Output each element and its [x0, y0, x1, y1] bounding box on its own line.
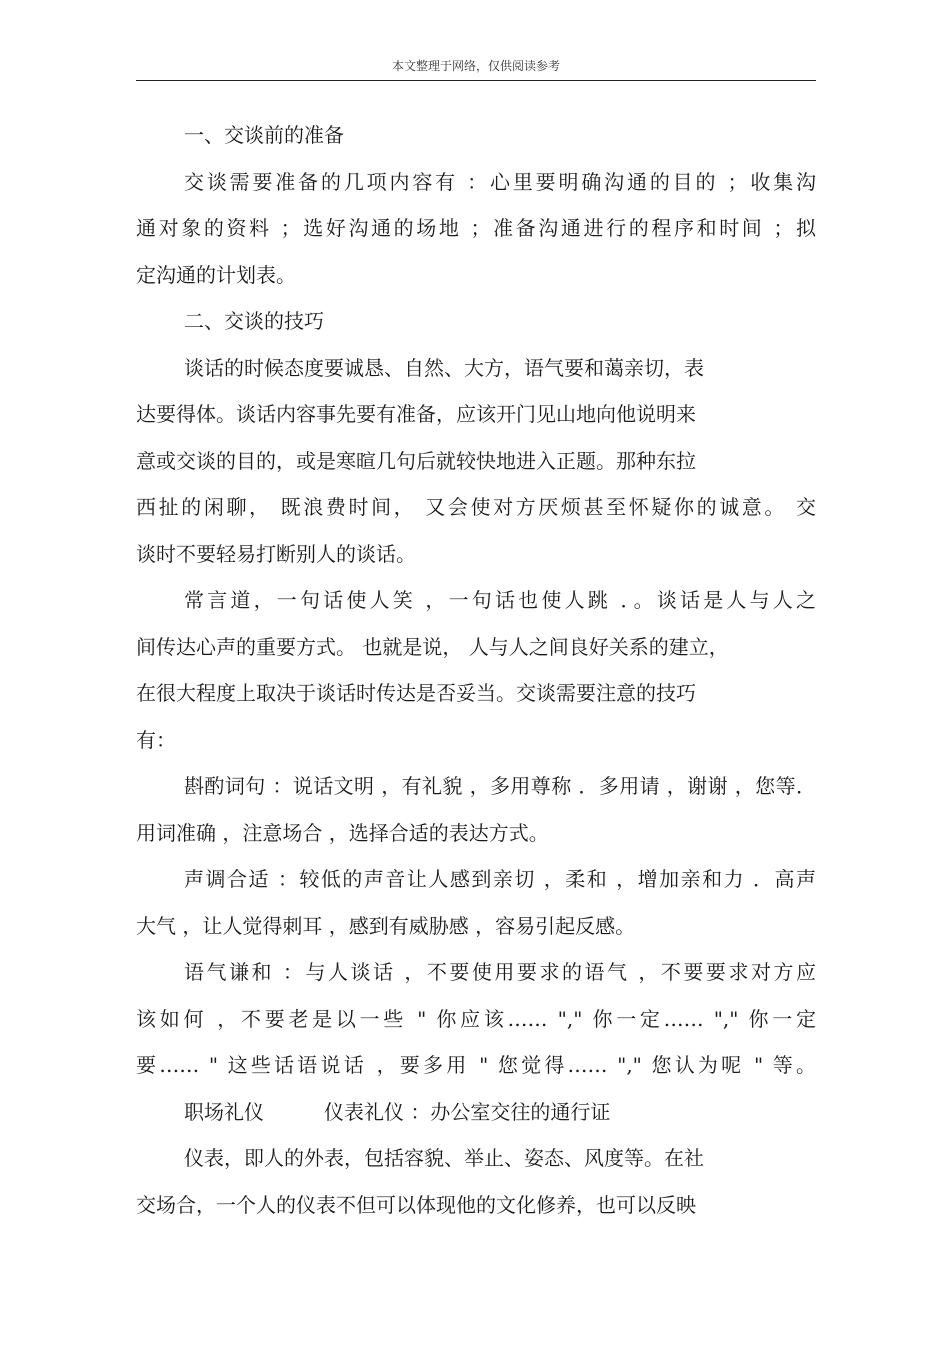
- text-line: 定沟通的计划表。: [136, 262, 296, 287]
- header-divider: [136, 80, 816, 81]
- text-line: 有：: [136, 727, 176, 752]
- text-line: 一、交谈前的准备: [184, 123, 344, 147]
- text-line: 大气 ，让人觉得刺耳 ，感到有威胁感 ，容易引起反感。: [136, 913, 636, 938]
- text-line: 交谈需要准备的几项内容有 ：心里要明确沟通的目的 ；收集沟: [184, 169, 816, 194]
- text-line: 通对象的资料 ；选好沟通的场地 ；准备沟通进行的程序和时间 ；拟: [136, 216, 816, 240]
- text-line: 该如何 ，不要老是以一些 " 你应该…… "," 你一定…… "," 你一定: [136, 1006, 816, 1031]
- text-line: 斟酌词句 ：说话文明 ，有礼貌 ，多用尊称 ．多用请 ，谢谢 ，您等．: [184, 774, 816, 798]
- text-line: 二、交谈的技巧: [184, 309, 324, 333]
- document-body: [136, 112, 816, 1228]
- text-line: 达要得体。谈话内容事先要有准备，应该开门见山地向他说明来: [136, 402, 696, 426]
- text-line: 要…… " 这些话语说话 ，要多用 " 您觉得…… "," 您认为呢 " 等。: [136, 1053, 816, 1077]
- text-line: 在很大程度上取决于谈话时传达是否妥当。交谈需要注意的技巧: [136, 681, 696, 705]
- text-line: 常言道，一句话使人笑 ，一句话也使人跳 ．。谈话是人与人之: [184, 588, 816, 612]
- text-line: 谈话的时候态度要诚恳、自然、大方，语气要和蔼亲切，表: [184, 355, 704, 380]
- text-line: 西扯的闲聊， 既浪费时间， 又会使对方厌烦甚至怀疑你的诚意。 交: [136, 495, 816, 519]
- text-line: 谈时不要轻易打断别人的谈话。: [136, 541, 416, 566]
- text-line: 语气谦和 ：与人谈话 ，不要使用要求的语气 ，不要要求对方应: [184, 960, 816, 984]
- text-line: 职场礼仪 仪表礼仪 ：办公室交往的通行证: [184, 1099, 611, 1124]
- text-line: 意或交谈的目的，或是寒暄几句后就较快地进入正题。那种东拉: [136, 448, 696, 473]
- text-line: 交场合，一个人的仪表不但可以体现他的文化修养，也可以反映: [136, 1192, 696, 1217]
- page-header: 本文整理于网络，仅供阅读参考: [391, 59, 560, 73]
- text-line: 间传达心声的重要方式。 也就是说， 人与人之间良好关系的建立，: [136, 634, 729, 659]
- text-line: 声调合适 ：较低的声音让人感到亲切 ，柔和 ，增加亲和力 ．高声: [184, 867, 816, 891]
- text-line: 用词准确 ，注意场合 ，选择合适的表达方式。: [136, 820, 549, 845]
- text-line: 仪表，即人的外表，包括容貌、举止、姿态、风度等。在社: [184, 1146, 704, 1170]
